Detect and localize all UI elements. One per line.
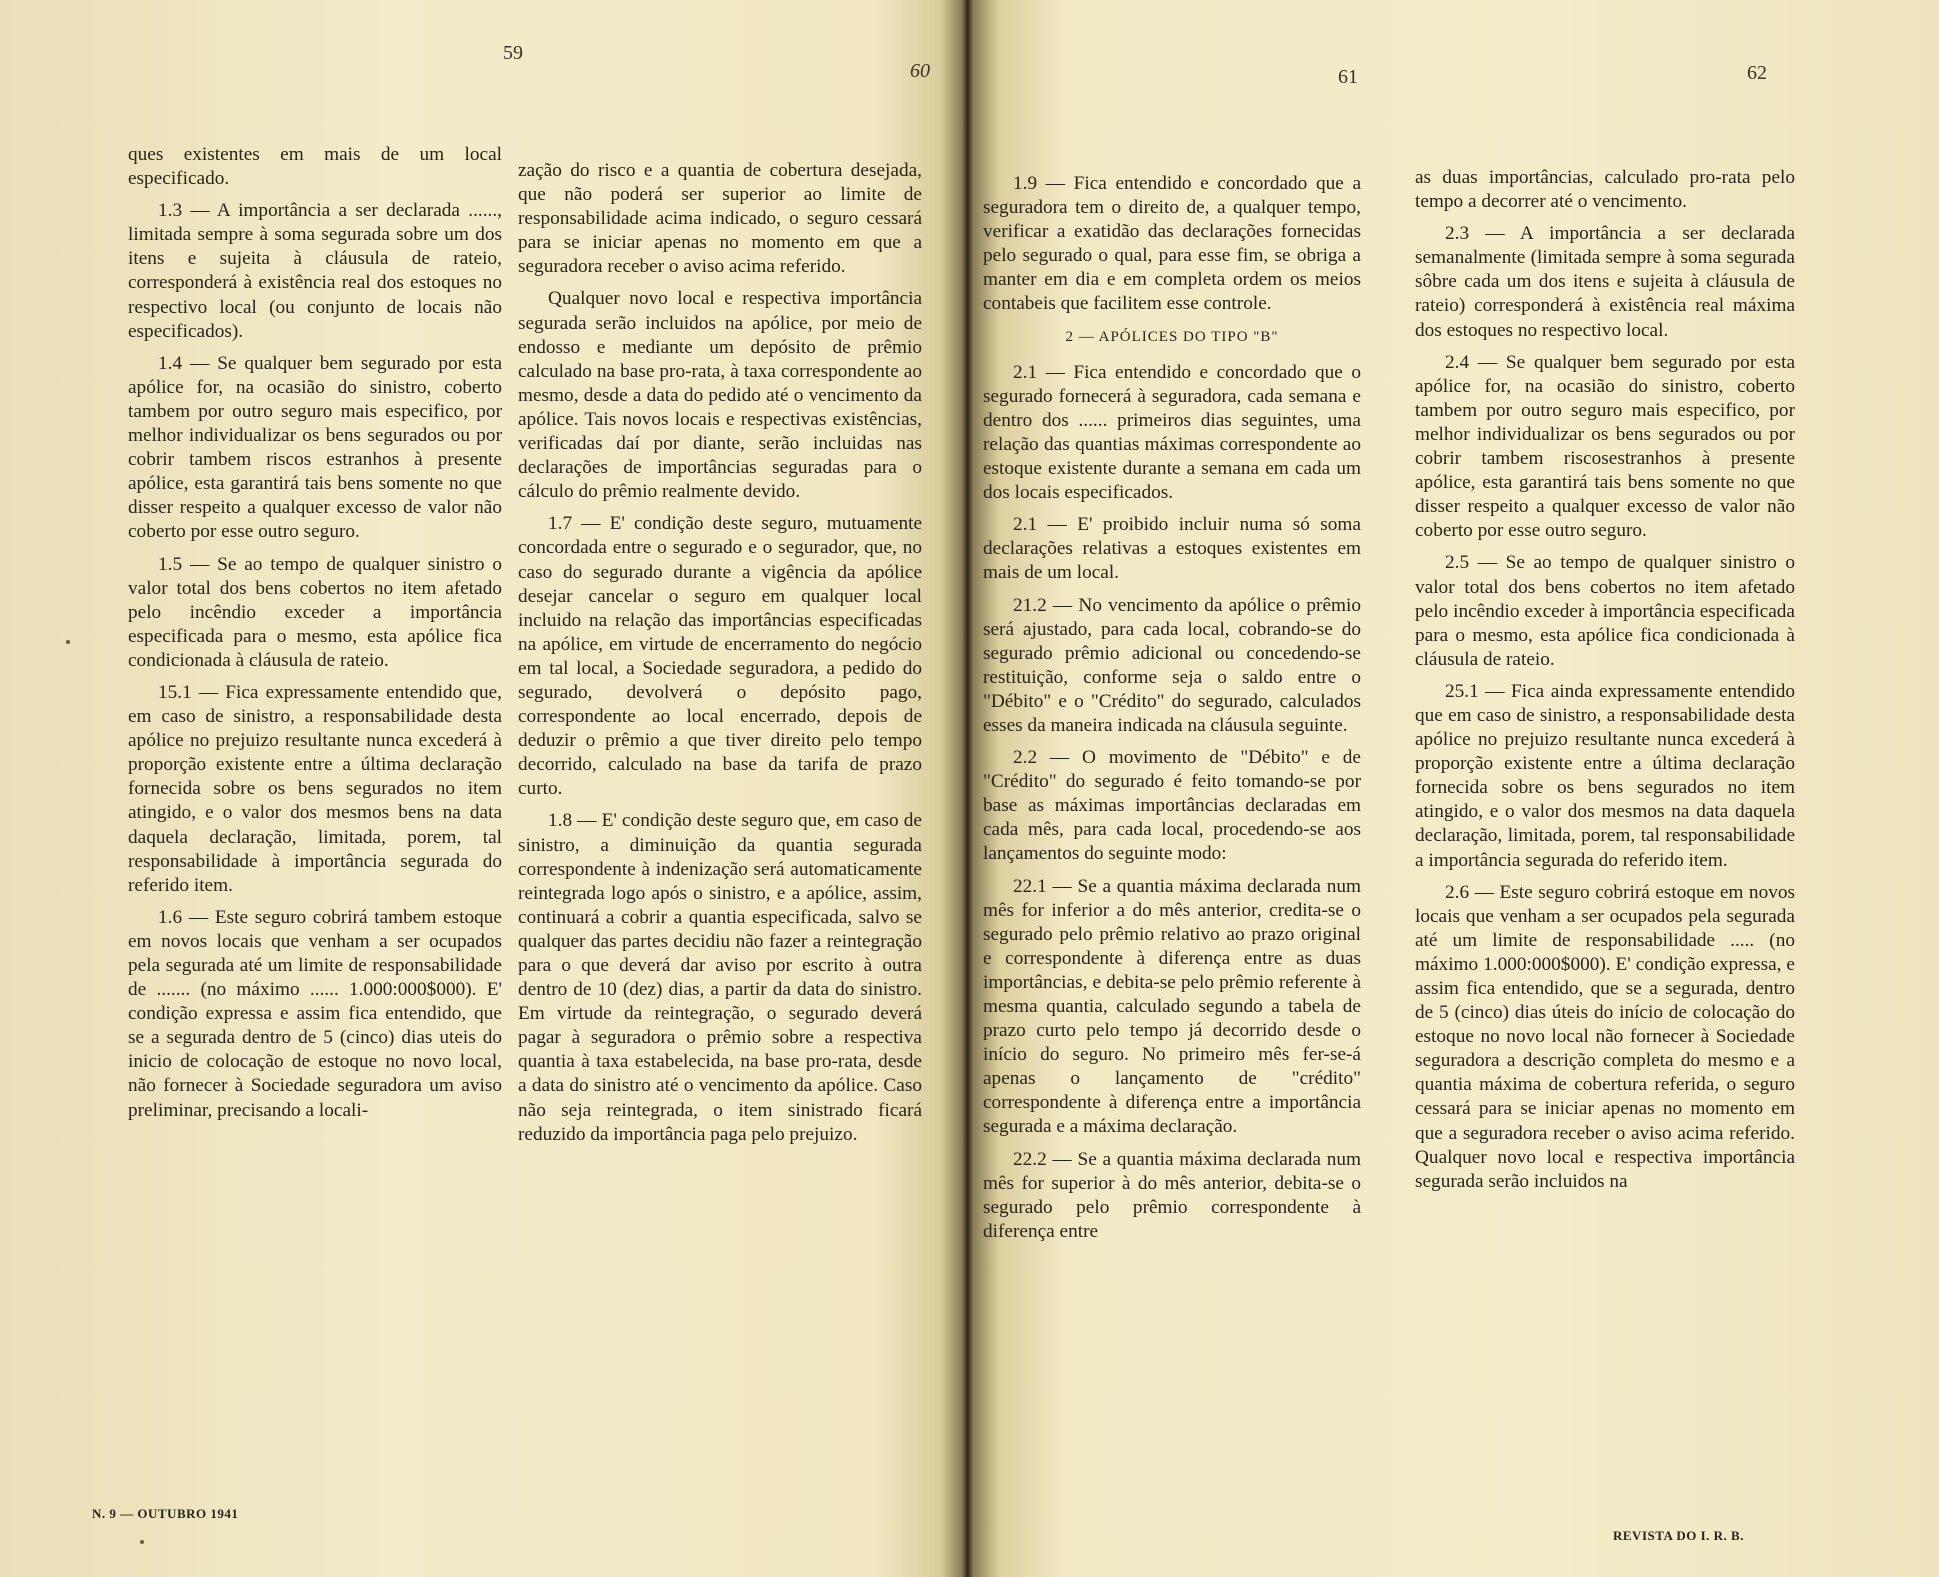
paper-speck [66,640,70,644]
paragraph: 1.3 — A importância a ser declarada ......, limitada sempre à soma segurada sobre um dos itens e sujeita à cláusula de rateio, corresponderá à existência real dos estoques no respectivo local (ou conjunto de locais não especificados). [128,200,502,342]
paragraph: 1.7 — E' condição deste seguro, mutuamente concordada entre o segurado e o segurador, que, no caso do segurado durante a vigência da apólice desejar cancelar o seguro em qualquer local incluido na relação das importâncias especificadas na apólice, em virtude de encerramento do negócio em tal local, a Sociedade seguradora, a pedido do segurado, devolverá o depósito pago, correspondente ao local encerrado, depois de deduzir o prêmio a que tiver direito pelo tempo decorrido, calculado na base da tarifa de prazo curto. [518,513,922,800]
paragraph: 2.1 — Fica entendido e concordado que o segurado fornecerá à seguradora, cada semana e dentro dos ...... primeiros dias seguintes, uma relação das quantias máximas correspondente ao estoque existente durante a semana em cada um dos locais especificados. [983,361,1361,504]
paragraph: 22.2 — Se a quantia máxima declarada num mês for superior à do mês anterior, debita-se o segurado pelo prêmio correspondente à diferença entre [983,1148,1361,1242]
paragraph: 1.9 — Fica entendido e concordado que a seguradora tem o direito de, a qualquer tempo, verificar a exatidão das declarações fornecidas pelo segurado o qual, para esse fim, se obriga a manter em dia e em completa ordem os meios contabeis que facilitem esse controle. [983,173,1361,315]
paragraph: 21.2 — No vencimento da apólice o prêmio será ajustado, para cada local, cobrando-se do segurado prêmio adicional ou concedendo-se restituição, conforme seja o saldo entre o "Débito" e o "Crédito" do segurado, calculados esses da maneira indicada na cláusula seguinte. [983,594,1361,736]
paragraph: 2.6 — Este seguro cobrirá estoque em novos locais que venham a ser ocupados pela segurada até um limite de responsabilidade ..... (no máximo 1.000:000$000). E' condição expressa, e assim fica entendido, que se a segurada, dentro de 5 (cinco) dias úteis do início de colocação do estoque no novo local não fornecer à Sociedade seguradora a descrição completa do mesmo e a quantia máxima de cobertura referida, o seguro cessará para se iniciar apenas no momento em que a seguradora receber o aviso acima referido. Qualquer novo local e respectiva importância segurada serão incluidos na [1415,881,1795,1192]
paragraph: ques existentes em mais de um local especificado. [128,144,502,190]
paragraph: 2.4 — Se qualquer bem segurado por esta apólice for, na ocasião do sinistro, coberto tambem por outro seguro mais especifico, por melhor individualizar os bens segurados ou por cobrir tambem riscosestranhos à presente apólice, esta garantirá tais bens somente no que disser respeito a qualquer excesso de valor não coberto por esse outro seguro. [1415,351,1795,542]
page-number-61: 61 [1338,66,1358,88]
footer-journal-name: REVISTA DO I. R. B. [1613,1528,1744,1543]
paragraph: 2.2 — O movimento de "Débito" e de "Crédito" do segurado é feito tomando-se por base as máximas importâncias declaradas em cada mês, para cada local, procedendo-se aos lançamentos do seguinte modo: [983,747,1361,865]
column-page-60 [518,159,922,1155]
paragraph: 25.1 — Fica ainda expressamente entendido que em caso de sinistro, a responsabilidade desta apólice no prejuizo resultante nunca excederá à proporção existente entre a última declaração fornecida sobre os bens segurados no item atingido, e o valor dos mesmos na data daquela declaração, limitada, porem, tal responsabilidade a importância segurada do referido item. [1415,680,1795,871]
paragraph: 1.8 — E' condição deste seguro que, em caso de sinistro, a diminuição da quantia segurada correspondente à indenização será automaticamente reintegrada logo após o sinistro, e a apólice, assim, continuará a cobrir a quantia especificada, salvo se qualquer das partes decidiu não fazer a reintegração para o que deverá dar aviso por escrito à outra dentro de 10 (dez) dias, a partir da data do sinistro. Em virtude da reintegração, o segurado deverá pagar à seguradora o prêmio sobre a respectiva quantia à taxa estabelecida, na base pro-rata, desde a data do sinistro até o vencimento da apólice. Caso não seja reintegrada, o item sinistrado ficará reduzido da importância paga pelo prejuizo. [518,810,922,1145]
right-page [975,0,1939,1577]
column-page-59 [128,143,502,1131]
page-number-60: 60 [910,60,930,82]
paragraph: 2.5 — Se ao tempo de qualquer sinistro o valor total dos bens cobertos no item afetado pelo incêndio exceder à importância especificada para o mesmo, esta apólice fica condicionada à cláusula de rateio. [1415,552,1795,670]
paragraph: 1.5 — Se ao tempo de qualquer sinistro o valor total dos bens cobertos no item afetado pelo incêndio exceder a importância especificada para o mesmo, esta apólice fica condicionada à cláusula de rateio. [128,553,502,671]
paragraph: Qualquer novo local e respectiva importância segurada serão incluidos na apólice, por meio de endosso e mediante um depósito de prêmio calculado na base pro-rata, à taxa correspondente ao mesmo, desde a data do pedido até o vencimento da apólice. Tais novos locais e respectivas existências, verificadas daí por diante, serão incluidas nas declarações de importâncias seguradas para o cálculo do prêmio realmente devido. [518,288,922,503]
paragraph: zação do risco e a quantia de cobertura desejada, que não poderá ser superior ao limite de responsabilidade acima indicado, o seguro cessará para se iniciar apenas no momento em que a seguradora receber o aviso acima referido. [518,160,922,278]
paper-speck [140,1540,144,1544]
paragraph: 22.1 — Se a quantia máxima declarada num mês for inferior a do mês anterior, credita-se o segurado pelo prêmio relativo ao prazo original e correspondente à diferença entre as duas importâncias, e debita-se pelo prêmio referente à mesma quantia, calculado segundo a tabela de prazo curto pelo tempo já decorrido desde o início do seguro. No primeiro mês fer-se-á apenas o lançamento de "crédito" correspondente à diferença entre a importância segurada e a máxima declaração. [983,875,1361,1138]
paragraph: 2.1 — E' proibido incluir numa só soma declarações relativas a estoques existentes em mais de um local. [983,514,1361,584]
paragraph: as duas importâncias, calculado pro-rata pelo tempo a decorrer até o vencimento. [1415,167,1795,213]
footer-issue-date: N. 9 — OUTUBRO 1941 [92,1506,239,1521]
column-page-61 [983,172,1361,1252]
paragraph: 1.6 — Este seguro cobrirá tambem estoque em novos locais que venham a ser ocupados pela segurada até um limite de responsabilidade de ....... (no máximo ...... 1.000:000$000). E' condição expressa e assim fica entendido, que se a segurada dentro de 5 (cinco) dias uteis do inicio de colocação de estoque no novo local, não fornecer à Sociedade seguradora um aviso preliminar, precisando a locali- [128,906,502,1121]
column-page-62 [1415,166,1795,1202]
paragraph: 1.4 — Se qualquer bem segurado por esta apólice for, na ocasião do sinistro, coberto tambem por outro seguro mais especifico, por melhor individualizar os bens segurados ou por cobrir tambem riscos estranhos à presente apólice, esta garantirá tais bens somente no que disser respeito a qualquer excesso de valor não coberto por esse outro seguro. [128,352,502,543]
page-number-59: 59 [503,42,523,64]
paragraph: 15.1 — Fica expressamente entendido que, em caso de sinistro, a responsabilidade desta apólice no prejuizo resultante nunca excederá à proporção existente entre a última declaração fornecida sobre os bens segurados no item atingido, e o valor dos mesmos bens na data daquela declaração, limitada, porem, tal responsabilidade à importância segurada do referido item. [128,681,502,896]
page-number-62: 62 [1747,62,1767,84]
left-page [0,0,960,1577]
paragraph: 2.3 — A importância a ser declarada semanalmente (limitada sempre à soma segurada sôbre cada um dos itens e sujeita à cláusula de rateio) corresponderá à existência real máxima dos estoques no respectivo local. [1415,223,1795,341]
section-heading: 2 — APÓLICES DO TIPO "B" [1065,328,1279,345]
